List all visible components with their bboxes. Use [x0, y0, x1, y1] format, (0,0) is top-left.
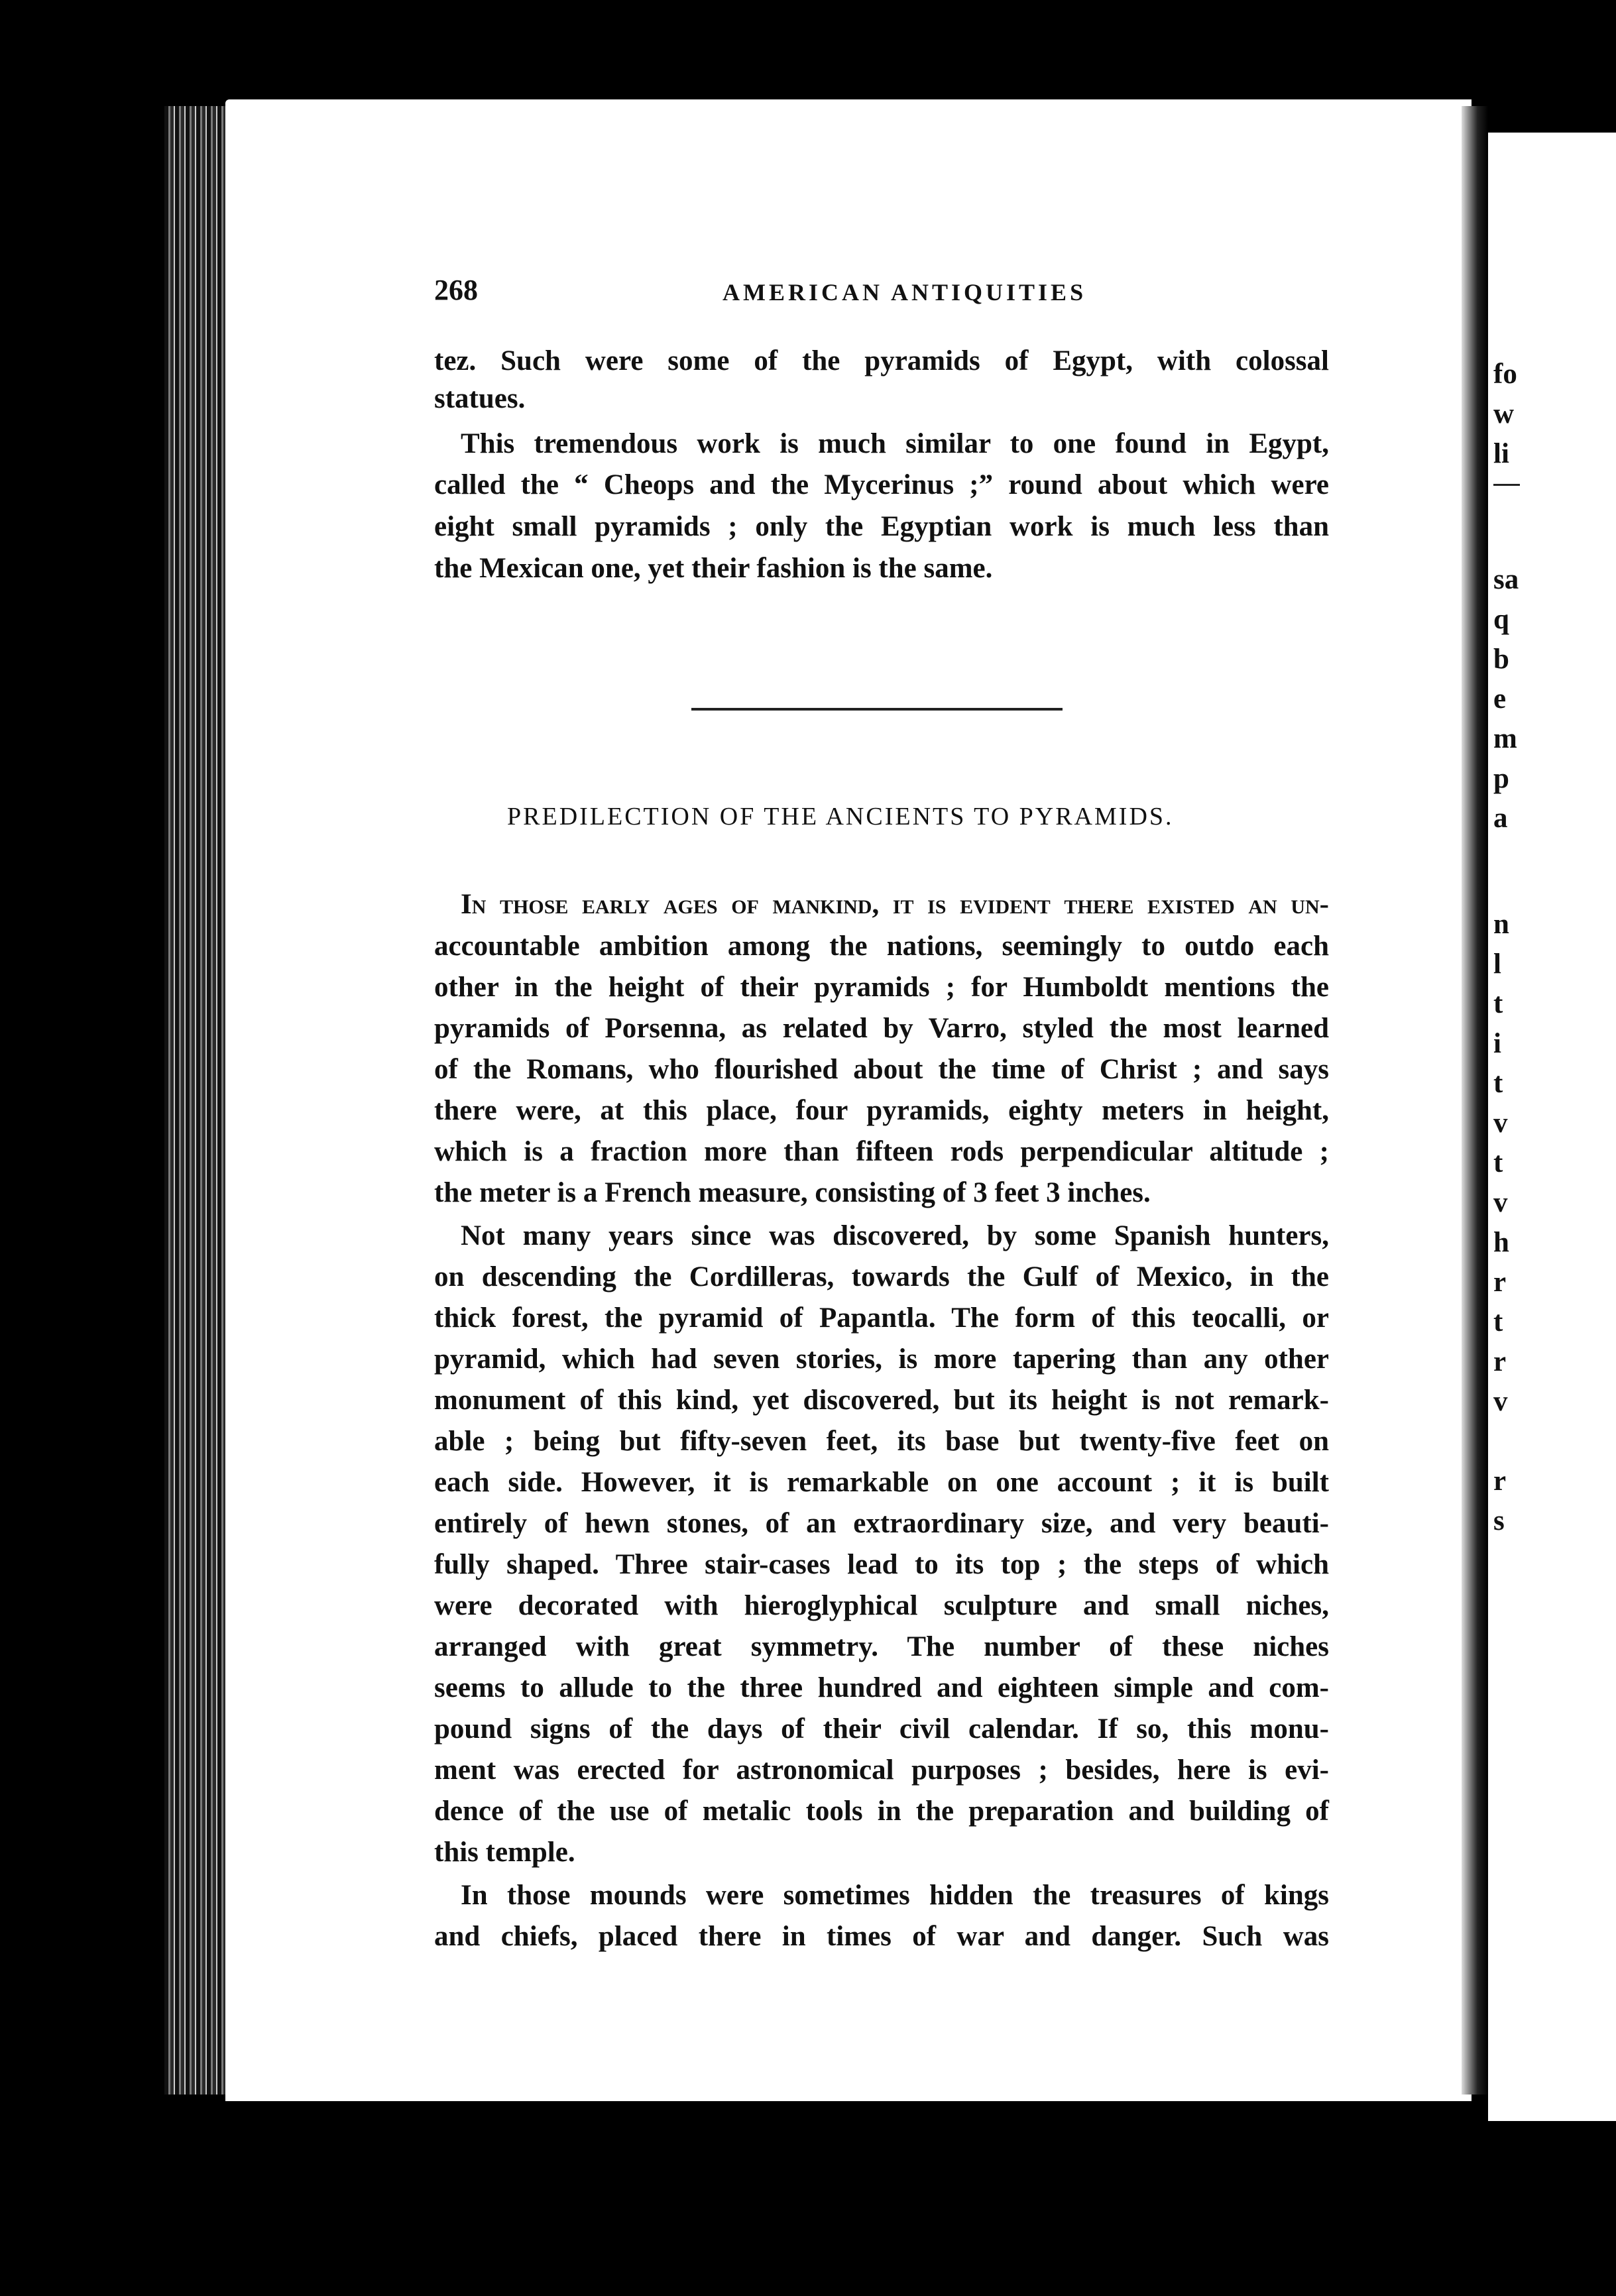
fragment-line: v — [1493, 1386, 1508, 1417]
text-line: dence of the use of metalic tools in the preparation and building of — [434, 1796, 1329, 1827]
text-line: accountable ambition among the nations, seemingly to outdo each — [434, 931, 1329, 962]
text-line: there were, at this place, four pyramids, eighty meters in height, — [434, 1095, 1329, 1126]
fragment-line: l — [1493, 948, 1501, 980]
fragment-line: t — [1493, 988, 1503, 1019]
book-gutter — [1462, 106, 1488, 2095]
fragment-line: m — [1493, 723, 1517, 754]
text-line: ment was erected for astronomical purposes ; besides, here is evi- — [434, 1754, 1329, 1786]
fragment-line: w — [1493, 398, 1515, 430]
fragment-line: s — [1493, 1505, 1505, 1536]
fragment-line: p — [1493, 763, 1509, 794]
fragment-line: li — [1493, 438, 1509, 469]
text-line: statues. — [434, 383, 526, 414]
fragment-line: t — [1493, 1306, 1503, 1338]
text-line: the meter is a French measure, consisting of 3 feet 3 inches. — [434, 1177, 1151, 1208]
fragment-line: v — [1493, 1187, 1508, 1218]
text-line: and chiefs, placed there in times of war and danger. Such was — [434, 1921, 1329, 1952]
page-number: 268 — [434, 274, 478, 306]
text-line: In those mounds were sometimes hidden the treasures of kings — [461, 1880, 1329, 1911]
text-line: on descending the Cordilleras, towards the Gulf of Mexico, in the — [434, 1261, 1329, 1292]
facing-page-fragment — [1488, 133, 1616, 2121]
fragment-line: r — [1493, 1346, 1507, 1377]
text-line: other in the height of their pyramids ; for Humboldt mentions the — [434, 972, 1329, 1003]
fragment-line: q — [1493, 604, 1509, 635]
fragment-line: r — [1493, 1267, 1507, 1298]
book-page-edges — [164, 106, 231, 2095]
fragment-line: t — [1493, 1068, 1503, 1099]
text-line: In those early ages of mankind, it is evident there existed an un- — [461, 889, 1329, 920]
text-line: thick forest, the pyramid of Papantla. The form of this teocalli, or — [434, 1302, 1329, 1334]
text-line: pound signs of the days of their civil calendar. If so, this monu- — [434, 1713, 1329, 1745]
text-line: each side. However, it is remarkable on one account ; it is built — [434, 1467, 1329, 1498]
fragment-line: e — [1493, 683, 1507, 715]
fragment-line: n — [1493, 909, 1509, 940]
text-line: were decorated with hieroglyphical sculpture and small niches, — [434, 1590, 1329, 1621]
fragment-line: a — [1493, 803, 1508, 834]
fragment-line: i — [1493, 1028, 1501, 1059]
text-line: arranged with great symmetry. The number of these niches — [434, 1631, 1329, 1662]
text-line: pyramids of Porsenna, as related by Varro, styled the most learned — [434, 1013, 1329, 1044]
fragment-rule — [1493, 484, 1520, 486]
fragment-line: h — [1493, 1227, 1509, 1258]
text-line: entirely of hewn stones, of an extraordinary size, and very beauti- — [434, 1508, 1329, 1539]
fragment-line: sa — [1493, 564, 1519, 595]
text-line: Not many years since was discovered, by some Spanish hunters, — [461, 1220, 1329, 1251]
section-divider — [691, 708, 1063, 711]
fragment-line: fo — [1493, 359, 1517, 390]
fragment-line: t — [1493, 1147, 1503, 1178]
text-line: fully shaped. Three stair-cases lead to its top ; the steps of which — [434, 1549, 1329, 1580]
text-line: which is a fraction more than fifteen rods perpendicular altitude ; — [434, 1136, 1329, 1167]
text-line: seems to allude to the three hundred and eighteen simple and com- — [434, 1672, 1329, 1703]
text-line: This tremendous work is much similar to one found in Egypt, — [461, 428, 1329, 459]
fragment-line: v — [1493, 1108, 1508, 1139]
section-heading: PREDILECTION OF THE ANCIENTS TO PYRAMIDS. — [507, 803, 1174, 831]
text-line: called the “ Cheops and the Mycerinus ;” round about which were — [434, 469, 1329, 500]
text-line: monument of this kind, yet discovered, but its height is not remark- — [434, 1385, 1329, 1416]
fragment-line: b — [1493, 644, 1509, 675]
text-line: pyramid, which had seven stories, is more tapering than any other — [434, 1344, 1329, 1375]
text-line: this temple. — [434, 1837, 575, 1868]
running-head: AMERICAN ANTIQUITIES — [722, 279, 1087, 306]
text-line: eight small pyramids ; only the Egyptian work is much less than — [434, 511, 1329, 542]
text-line: the Mexican one, yet their fashion is the same. — [434, 553, 993, 584]
text-line: of the Romans, who flourished about the time of Christ ; and says — [434, 1054, 1329, 1085]
text-line: tez. Such were some of the pyramids of Egypt, with colossal — [434, 345, 1329, 376]
text-line: able ; being but fifty-seven feet, its base but twenty-five feet on — [434, 1426, 1329, 1457]
fragment-line: r — [1493, 1465, 1507, 1497]
